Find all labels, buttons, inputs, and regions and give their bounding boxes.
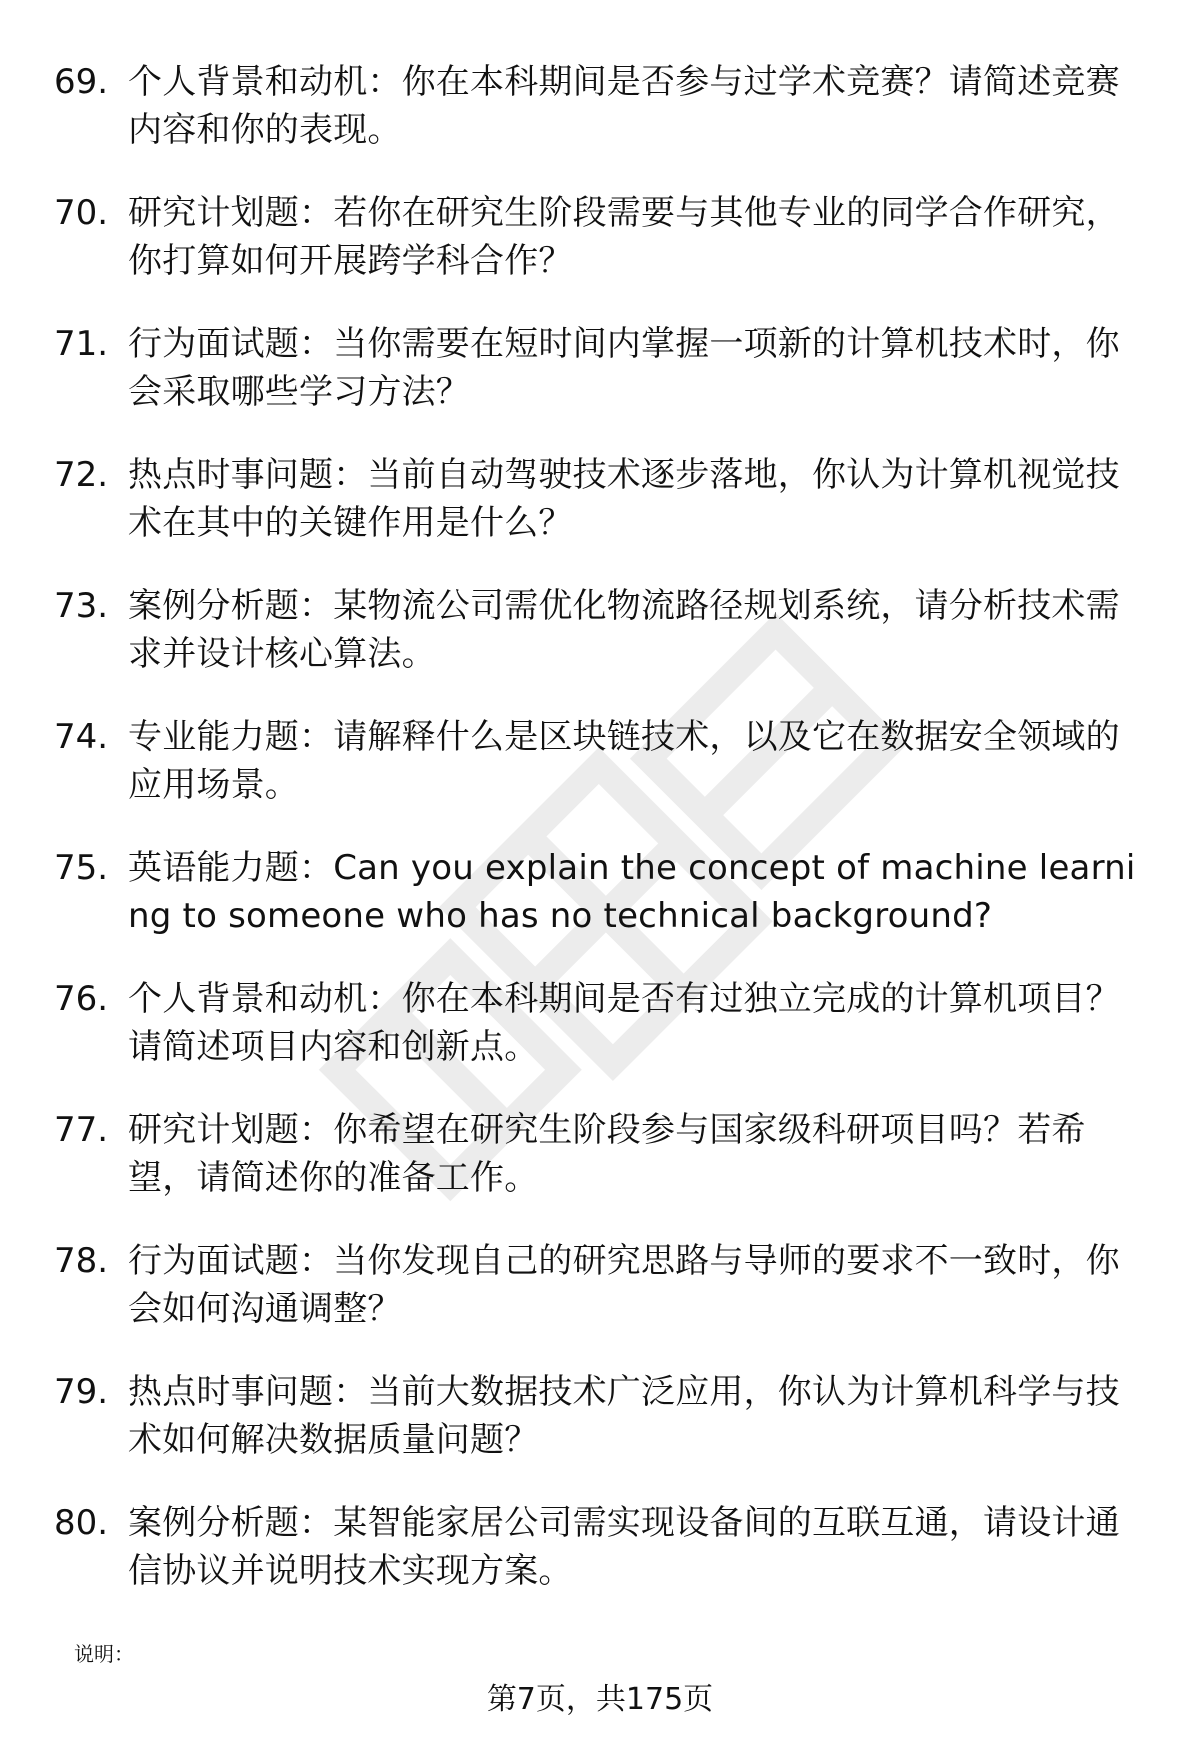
question-number: 74. xyxy=(54,717,109,757)
question-item-75 xyxy=(54,844,1144,975)
question-item-80 xyxy=(54,1499,1144,1630)
question-item-73 xyxy=(54,582,1144,713)
question-text: 专业能力题：请解释什么是区块链技术，以及它在数据安全领域的应用场景。 xyxy=(128,717,1120,805)
question-item-72 xyxy=(54,451,1144,582)
question-item-69 xyxy=(54,58,1144,189)
question-text: 热点时事问题：当前自动驾驶技术逐步落地，你认为计算机视觉技术在其中的关键作用是什么？ xyxy=(128,455,1120,543)
question-text: 英语能力题：Can you explain the concept of machine learning to someone who has no technical background? xyxy=(128,848,1136,936)
question-number: 75. xyxy=(54,848,109,888)
question-item-71 xyxy=(54,320,1144,451)
question-number: 78. xyxy=(54,1241,109,1281)
question-text: 热点时事问题：当前大数据技术广泛应用，你认为计算机科学与技术如何解决数据质量问题？ xyxy=(128,1372,1120,1460)
question-text: 案例分析题：某智能家居公司需实现设备间的互联互通，请设计通信协议并说明技术实现方案。 xyxy=(128,1503,1120,1591)
note-label: 说明： xyxy=(74,1642,134,1666)
question-number: 80. xyxy=(54,1503,109,1543)
question-text: 个人背景和动机：你在本科期间是否有过独立完成的计算机项目？请简述项目内容和创新点。 xyxy=(128,979,1120,1067)
question-item-77 xyxy=(54,1106,1144,1237)
question-number: 72. xyxy=(54,455,109,495)
question-text: 案例分析题：某物流公司需优化物流路径规划系统，请分析技术需求并设计核心算法。 xyxy=(128,586,1120,674)
question-number: 73. xyxy=(54,586,109,626)
question-item-78 xyxy=(54,1237,1144,1368)
question-number: 69. xyxy=(54,62,109,102)
question-number: 76. xyxy=(54,979,109,1019)
question-number: 71. xyxy=(54,324,109,364)
question-item-79 xyxy=(54,1368,1144,1499)
question-item-76 xyxy=(54,975,1144,1106)
question-text: 研究计划题：你希望在研究生阶段参与国家级科研项目吗？若希望，请简述你的准备工作。 xyxy=(128,1110,1086,1198)
question-number: 79. xyxy=(54,1372,109,1412)
question-text: 研究计划题：若你在研究生阶段需要与其他专业的同学合作研究，你打算如何开展跨学科合作？ xyxy=(128,193,1120,281)
question-text: 行为面试题：当你需要在短时间内掌握一项新的计算机技术时，你会采取哪些学习方法？ xyxy=(128,324,1120,412)
question-item-74 xyxy=(54,713,1144,844)
question-text: 行为面试题：当你发现自己的研究思路与导师的要求不一致时，你会如何沟通调整？ xyxy=(128,1241,1120,1329)
question-item-70 xyxy=(54,189,1144,320)
question-list xyxy=(54,58,1144,1630)
question-number: 77. xyxy=(54,1110,109,1150)
page-footer: 第7页，共175页 xyxy=(486,1682,714,1717)
question-text: 个人背景和动机：你在本科期间是否参与过学术竞赛？请简述竞赛内容和你的表现。 xyxy=(128,62,1120,150)
question-number: 70. xyxy=(54,193,109,233)
